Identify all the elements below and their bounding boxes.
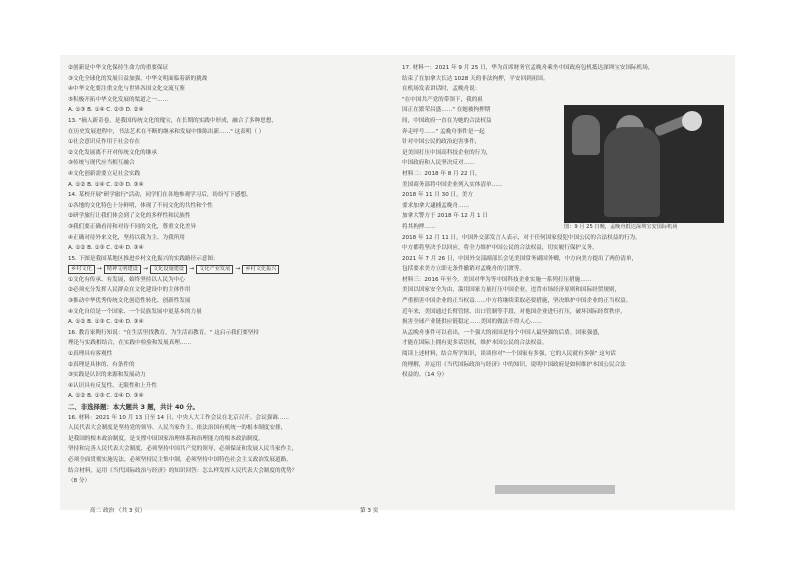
q17-text: 坚持和完善人民代表大会制度，必须坚持中国共产党的领导，必须保证和发展人民当家作主， <box>68 446 298 453</box>
q14-item: ④正确对待外来文化，坚持以我为主、为我所用 <box>68 234 185 241</box>
arrow-right-icon: → <box>142 265 148 273</box>
q14-item: ①各地的文化特色十分鲜明，体现了不同文化的共性和个性 <box>68 202 213 209</box>
q17-text: 人民代表大会制度是坚持党的领导、人民当家作主、依法治国有机统一的根本制度安排， <box>68 425 287 432</box>
q18-text: 2021 年 7 月 26 日，中国外交部副部长会见美国常务副国务卿，中方向美方提出了两份清单， <box>402 255 638 262</box>
q13-item: ④文化创新需要立足社会实践 <box>68 170 141 177</box>
q18-text: 要求加拿大逮捕孟晚舟…… <box>402 202 470 209</box>
flow-box: 精神文明建设 <box>104 265 141 274</box>
q15-item: ④文化自信是一个国家、一个民族发展中更基本的力量 <box>68 308 202 315</box>
q18-text: 美国商务部将中国企业列入实体清单…… <box>402 181 503 188</box>
text-line: ⑤积极开拓中华文化发展的渠道之一…… <box>68 96 169 103</box>
q16-options: A. ①② B. ①③ C. ②④ D. ③④ <box>68 393 144 400</box>
q15-item: ②必须充分发挥人民群众在文化建设中的主体作用 <box>68 287 191 294</box>
q18-text: 美国以国家安全为由，滥用国家力量打压中国企业，违背市场经济原则和国际经贸规则， <box>402 287 621 294</box>
text-line: ③文化全球化的发展日益加强，中华文明面临着新的挑战 <box>68 75 208 82</box>
q18-text: 中方都将坚决予以回应，将全力维护中国公民的合法权益，切实履行保护义务。 <box>402 245 598 252</box>
q18-text: 2018 年 11 月 30 日，美方 <box>402 192 473 199</box>
q18-text: 近年来，美国通过长臂管辖、出口管制等手段，对他国企业进行打压，破坏国际经贸秩序， <box>402 308 626 315</box>
q17-text: （8 分） <box>68 478 91 485</box>
q18-text: 结束了在加拿大长达 1028 天的非法拘押，平安回到祖国。 <box>402 75 549 82</box>
q13-item: ①社会意识反作用于社会存在 <box>68 139 141 146</box>
q18-text: 从孟晚舟事件可以看出，一个强大的祖国是每个中国人最坚强的后盾。国家强盛， <box>402 329 604 336</box>
q18-text: 严重损害中国企业的正当权益……中方将继续采取必要措施，坚决维护中国企业的正当权益。 <box>402 298 632 305</box>
photo-highlight <box>682 111 702 131</box>
q15-item: ③推动中华优秀传统文化创造性转化、创新性发展 <box>68 298 191 305</box>
section-title: 二、非选择题：本大题共 3 题，共计 40 分。 <box>68 403 199 411</box>
q15-stem: 15. 下图是我国某地区推进乡村文化振兴的实践路径示意图： <box>68 255 219 262</box>
q16-stem: 理论与实践相结合，在实践中检验和发展真理…… <box>68 340 192 347</box>
photo-figure <box>572 115 600 155</box>
q14-item: ③我们要正确看待和对待不同的文化，尊重文化差异 <box>68 223 197 230</box>
q17-text: 16. 材料：2021 年 10 月 13 日至 14 日，中央人大工作会议在北京召开。会议强调…… <box>68 414 289 421</box>
q13-stem: 在历史发展进程中，书法艺术在不断的继承和发展中推陈出新……" 这表明（ ） <box>68 128 265 135</box>
q17-text: 必须全面贯彻实施宪法，必须坚持民主集中制，必须坚持中国特色社会主义政治发展道路。 <box>68 456 292 463</box>
text-line: ④中华文化要注重文化与世界各国文化交流互鉴 <box>68 86 185 93</box>
q18-text: 中国政府和人民坚决反对…… <box>402 160 475 167</box>
q13-options: A. ①② B. ①④ C. ②③ D. ③④ <box>68 181 144 188</box>
photo-figure <box>604 127 660 217</box>
q17-text: 结合材料，运用《当代国际政治与经济》的知识回答：怎么样发挥人民代表大会制度的优势？ <box>68 467 298 474</box>
q18-text: 在机场发表讲话时，孟晚舟说： <box>402 86 481 93</box>
q15-item: ①文化有传承、有发展，始终坚持以人民为中心 <box>68 276 185 283</box>
q18-text: 权益的。（14 分） <box>402 372 448 379</box>
q18-text: 加拿大警方于 2018 年 12 月 1 日 <box>402 213 488 220</box>
q15-options: A. ①② B. ①③ C. ②④ D. ③④ <box>68 319 144 326</box>
q18-text: "在中国共产党的带领下，我的祖 <box>402 96 483 103</box>
left-column <box>68 63 390 487</box>
news-photo <box>564 105 724 223</box>
q18-text: 才能在国际上拥有更多话语权，维护本国公民的合法权益。 <box>402 340 548 347</box>
q16-item: ④认识具有反复性、无限性和上升性 <box>68 382 157 389</box>
q18-text: 17. 材料一：2021 年 9 月 25 日，华为首席财务官孟晚舟乘坐中国政府包机抵达深圳宝安国际机场， <box>402 65 654 71</box>
footer-page-number: 第 3 页 <box>360 508 379 514</box>
arrow-right-icon: → <box>235 265 241 273</box>
q16-stem: 16. 教育家陶行知说："在生活里找教育，为生活而教育。" 这启示我们要坚持 <box>68 329 260 336</box>
q18-text: 奔走呼号……" 孟晚舟事件是一起 <box>402 128 485 135</box>
footer-subject: 高二 政治 （共 3 页） <box>90 508 146 514</box>
exam-sheet <box>60 55 735 514</box>
q18-text: 包括要求美方立即无条件撤销对孟晚舟的引渡等。 <box>402 266 526 273</box>
q13-stem: 13. "摘人新奇卷，是我国传统文化的瑰宝，在长期的实践中形成，融合了多种思想， <box>68 117 278 124</box>
q18-text: 2018 年 12 月 11 日，中国外交部发言人表示，对于任何国家侵犯中国公民的合法权益的行为， <box>402 234 641 241</box>
flow-box: 乡村文化振兴 <box>242 265 279 274</box>
q13-item: ②文化发展离不开对传统文化的继承 <box>68 149 157 156</box>
q18-text: 间，中国政府一直在为她的合法权益 <box>402 117 492 124</box>
q14-options: A. ①② B. ①③ C. ②④ D. ③④ <box>68 245 144 252</box>
arrow-right-icon: → <box>96 265 102 273</box>
flow-box: 文化产业发展 <box>196 265 233 274</box>
q14-stem: 14. 某校开展"研学旅行"活动，同学们在各地参观学习后，纷纷写下感想。 <box>68 192 252 199</box>
q18-text: 针对中国公民的政治迫害事件， <box>402 139 481 146</box>
q18-text: 将其拘押…… <box>402 223 436 230</box>
q14-item: ②研学旅行让我们体会到了文化的多样性和民族性 <box>68 213 191 220</box>
q18-text: 是美国打压中国高科技企业的行为， <box>402 149 492 156</box>
q13-item: ③传统与现代应当相互融合 <box>68 160 135 167</box>
q15-flow-diagram <box>68 264 390 275</box>
q18-text: 材料三：2016 年至今，美国对华为等中国科技企业实施一系列打压措施…… <box>402 276 592 283</box>
q18-text: 国正在繁荣昌盛……" 在她被拘押期 <box>402 107 491 114</box>
flow-box: 文化设施建设 <box>150 265 187 274</box>
q18-text: 阅读上述材料，结合所学知识，谈谈你对"一个国家有多强，它的人民就有多强" 这句话 <box>402 351 616 358</box>
text-line: ②创新是中华文化保持生命力的重要保证 <box>68 65 169 71</box>
right-column <box>402 63 728 381</box>
flow-box: 乡村文化 <box>68 265 95 274</box>
q17-text: 是我国的根本政治制度，是支撑中国国家治理体系和治理能力的根本政治制度。 <box>68 435 264 442</box>
q18-text: 的理解，并运用《当代国际政治与经济》中的知识，说明中国政府是如何维护本国公民合法 <box>402 361 626 368</box>
q16-item: ③实践是认识的来源和发展动力 <box>68 372 146 379</box>
photo-caption: 图：9 月 25 日晚，孟晚舟抵达深圳宝安国际机场 <box>564 223 724 231</box>
arrow-right-icon: → <box>189 265 195 273</box>
q12-options: A. ①③ B. ①④ C. ②③ D. ②④ <box>68 107 144 114</box>
q18-text: 损害全球产业链供应链稳定……美国的做法不得人心…… <box>402 319 542 326</box>
redaction-band <box>495 485 615 494</box>
q16-item: ①真理具有客观性 <box>68 351 113 358</box>
q16-item: ②真理是具体的、有条件的 <box>68 361 135 368</box>
q18-text: 材料二：2018 年 8 月 22 日， <box>402 170 481 177</box>
